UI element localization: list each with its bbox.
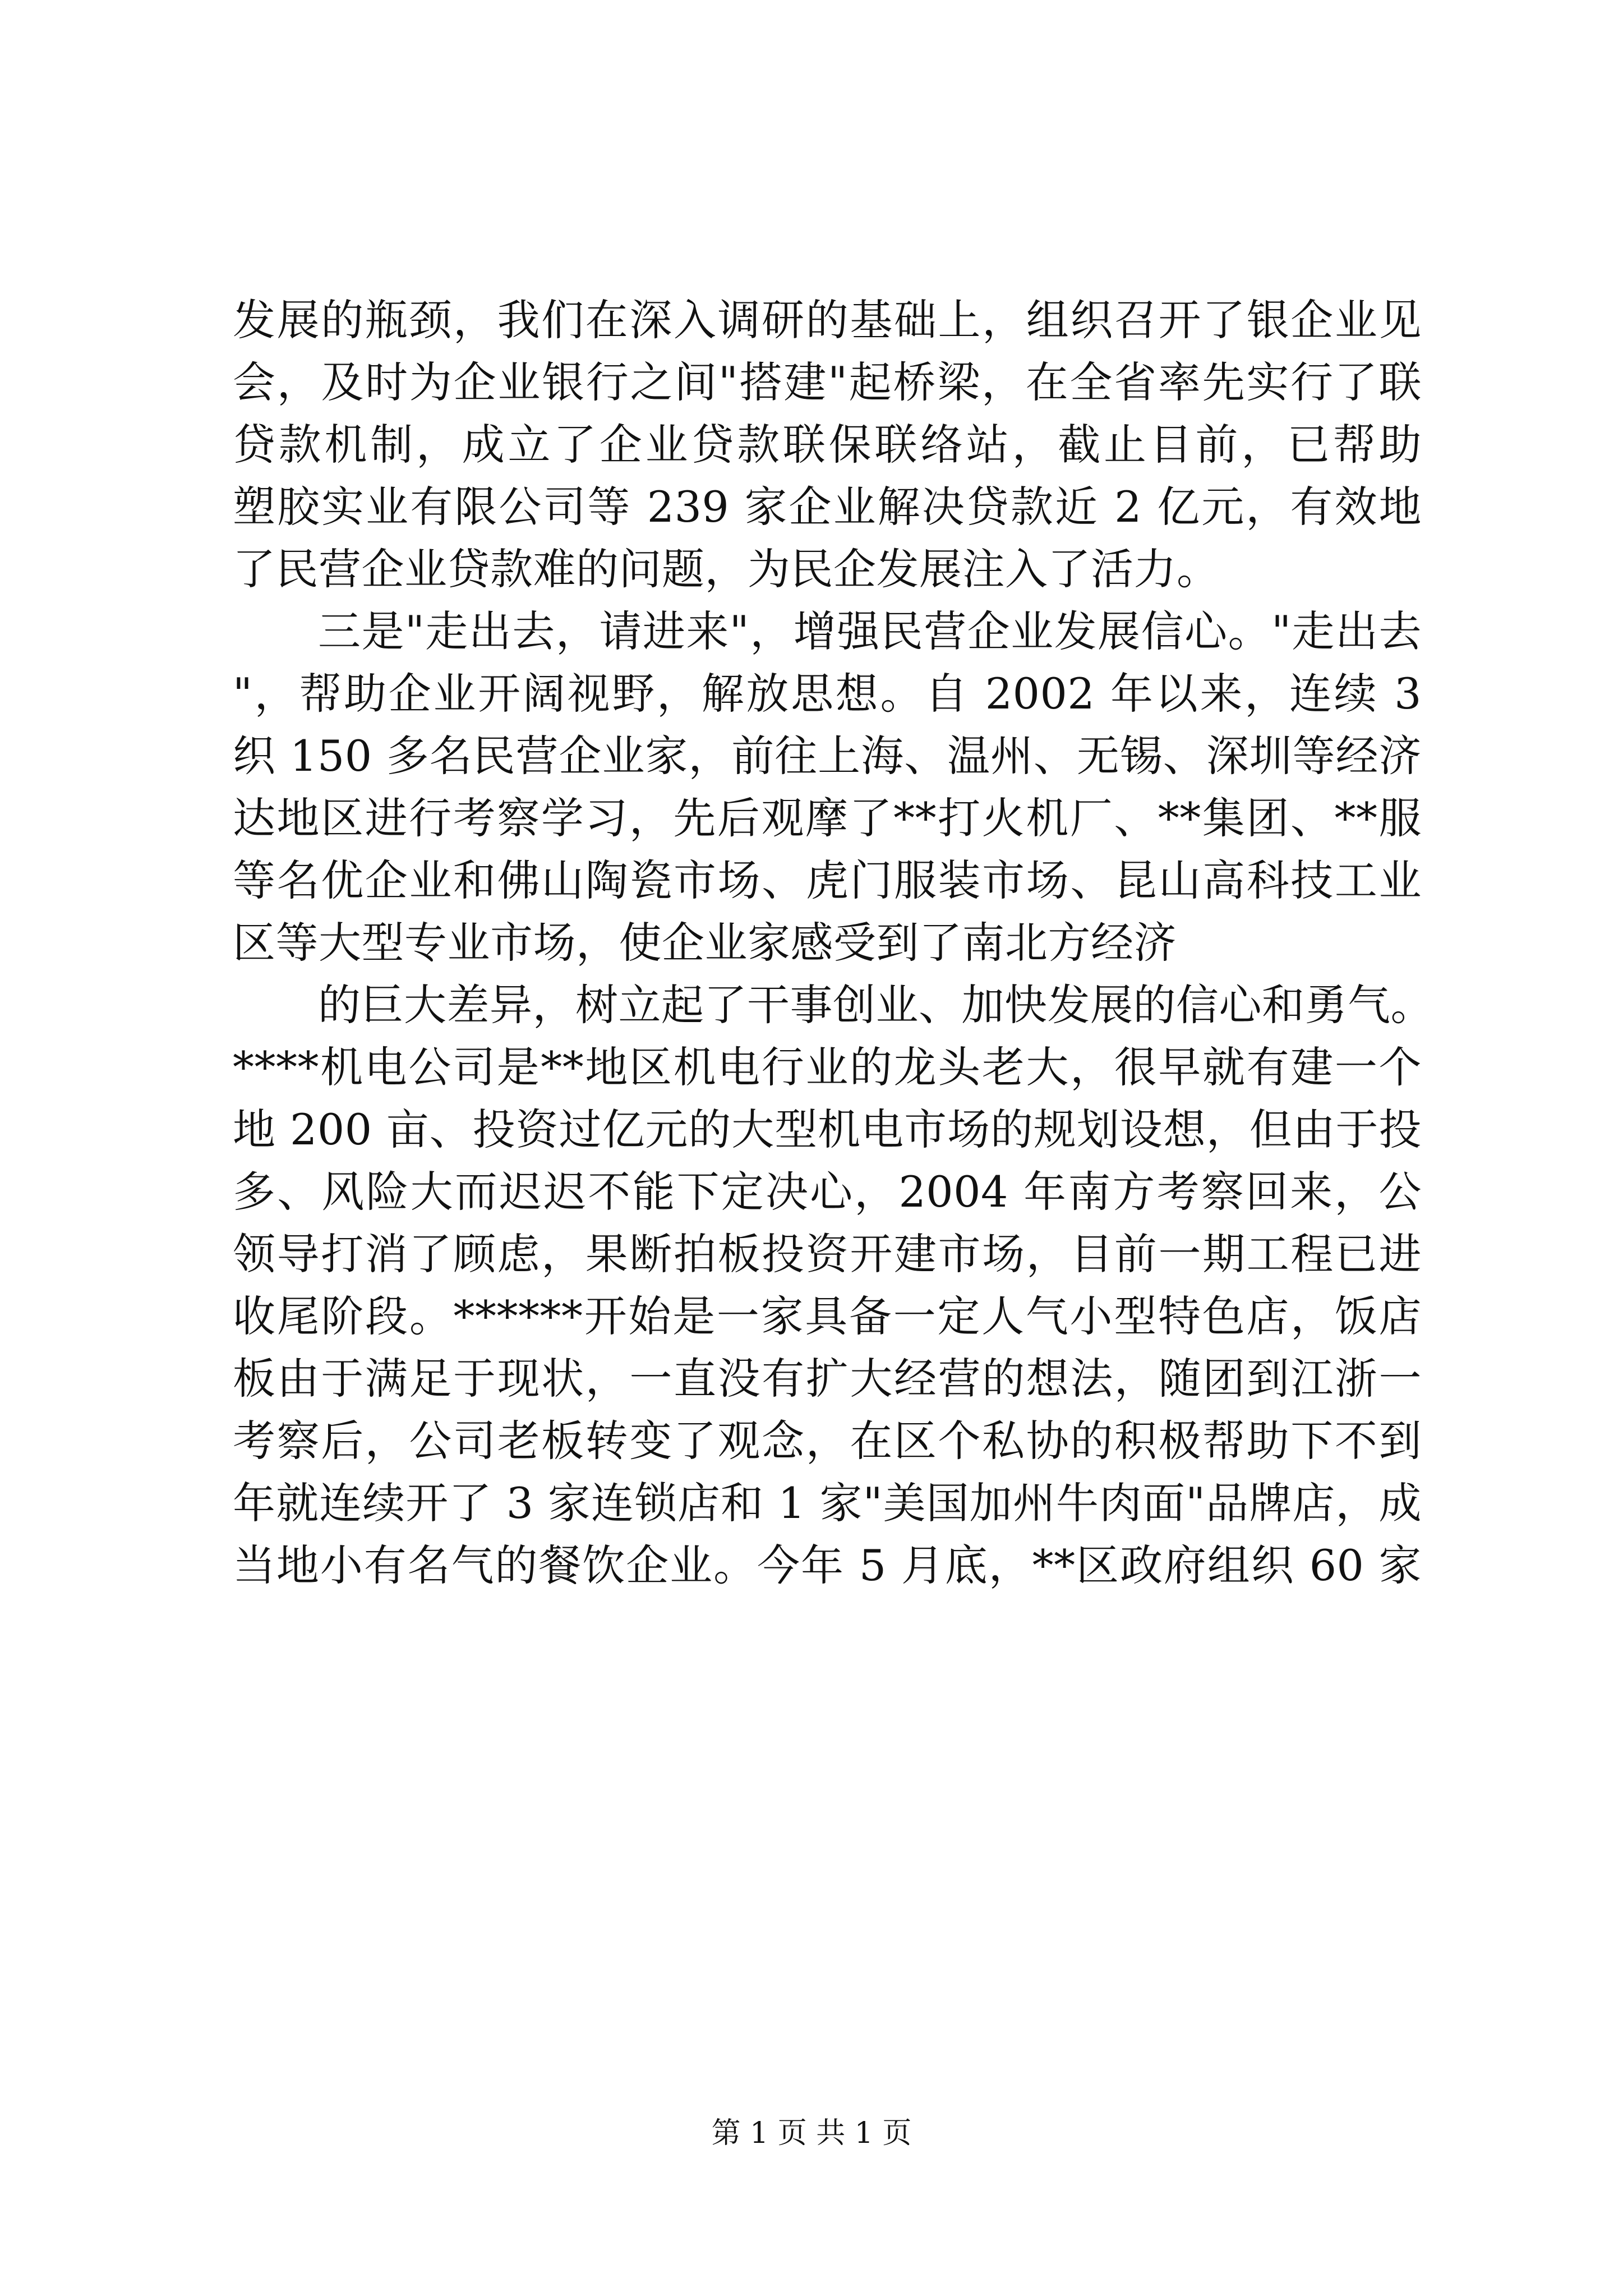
text-line: 达地区进行考察学习，先后观摩了**打火机厂、**集团、**服 bbox=[233, 793, 1422, 843]
text-line: 了民营企业贷款难的问题，为民企发展注入了活力。 bbox=[233, 544, 1220, 594]
body-text bbox=[233, 289, 1433, 1596]
text-line: 贷款机制，成立了企业贷款联保联络站，截止目前，已帮助 bbox=[233, 420, 1422, 470]
text-line: 区等大型专业市场，使企业家感受到了南北方经济 bbox=[233, 918, 1177, 968]
text-line: ****机电公司是**地区机电行业的龙头老大，很早就有建一个 bbox=[233, 1042, 1422, 1092]
text-line: 发展的瓶颈，我们在深入调研的基础上，组织召开了银企业见 bbox=[233, 295, 1422, 345]
text-line: 织 150 多名民营企业家，前往上海、温州、无锡、深圳等经济 bbox=[233, 731, 1422, 781]
page-number-label: 第 1 页 共 1 页 bbox=[711, 2116, 912, 2150]
text-line: 领导打消了顾虑，果断拍板投资开建市场，目前一期工程已进 bbox=[233, 1229, 1422, 1279]
text-line: "，帮助企业开阔视野，解放思想。自 2002 年以来，连续 3 bbox=[233, 669, 1422, 719]
text-line: 三是"走出去，请进来"，增强民营企业发展信心。"走出去 bbox=[318, 606, 1422, 656]
text-line: 年就连续开了 3 家连锁店和 1 家"美国加州牛肉面"品牌店，成 bbox=[233, 1478, 1422, 1528]
text-line: 的巨大差异，树立起了干事创业、加快发展的信心和勇气。 bbox=[318, 980, 1433, 1030]
text-line: 收尾阶段。******开始是一家具备一定人气小型特色店，饭店 bbox=[233, 1291, 1422, 1341]
text-line: 板由于满足于现状，一直没有扩大经营的想法，随团到江浙一 bbox=[233, 1354, 1422, 1404]
text-line: 塑胶实业有限公司等 239 家企业解决贷款近 2 亿元，有效地 bbox=[233, 482, 1422, 532]
text-line: 考察后，公司老板转变了观念，在区个私协的积极帮助下不到 bbox=[233, 1416, 1422, 1466]
text-line: 当地小有名气的餐饮企业。今年 5 月底，**区政府组织 60 家 bbox=[233, 1540, 1422, 1590]
page-footer bbox=[0, 2114, 1623, 2153]
text-line: 会，及时为企业银行之间"搭建"起桥梁，在全省率先实行了联 bbox=[233, 357, 1422, 407]
text-line: 多、风险大而迟迟不能下定决心，2004 年南方考察回来，公 bbox=[233, 1167, 1422, 1217]
text-line: 等名优企业和佛山陶瓷市场、虎门服装市场、昆山高科技工业 bbox=[233, 855, 1422, 905]
text-line: 地 200 亩、投资过亿元的大型机电市场的规划设想，但由于投 bbox=[233, 1105, 1422, 1154]
